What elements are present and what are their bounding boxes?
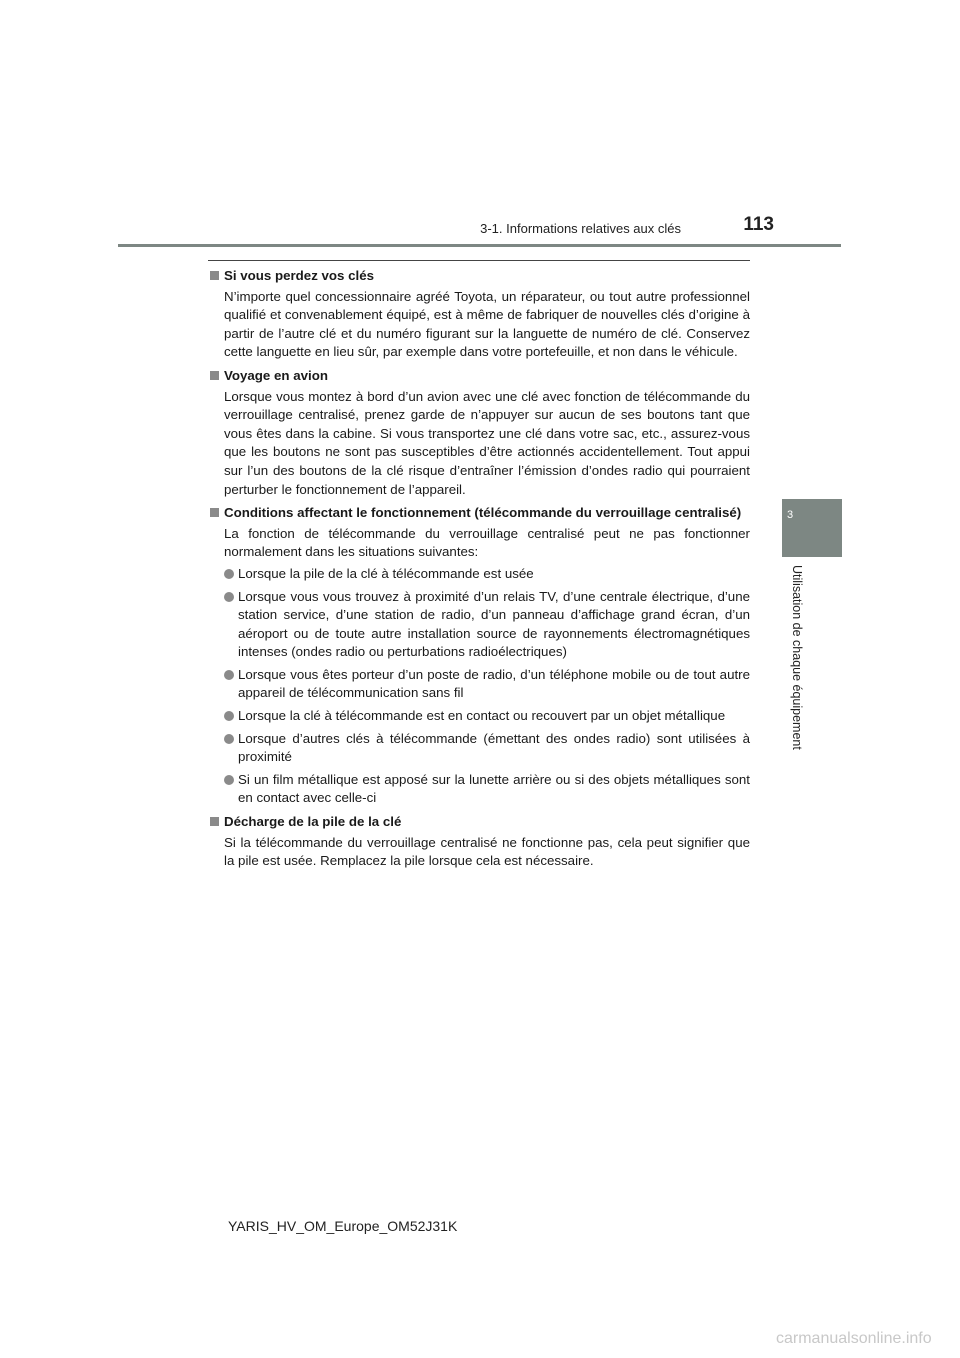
list-item-text: Si un film métallique est apposé sur la lunette arrière ou si des objets métalliques sont en contact avec celle-ci [238, 771, 750, 806]
chapter-side-tab [782, 499, 842, 557]
list-item-text: Lorsque vous êtes porteur d’un poste de radio, d’un téléphone mobile ou de tout autre appareil de télécommunication sans fil [238, 666, 750, 701]
section-paragraph: N’importe quel concessionnaire agréé Toyota, un réparateur, ou tout autre professionnel qualifié et convenablement équipé, est à même de fabriquer de nouvelles clés d’origine à partir de l’autre clé et du numéro figurant sur la languette de numéro de clé. Conservez cette languette en lieu sûr, par exemple dans votre portefeuille, et non dans le véhicule. [224, 288, 750, 360]
circle-bullet-icon [224, 734, 234, 744]
section-lost-keys [209, 267, 750, 362]
list-item-text: Lorsque la clé à télécommande est en contact ou recouvert par un objet métallique [238, 708, 726, 724]
list-item-text: Lorsque la pile de la clé à télécommande est usée [238, 565, 534, 581]
list-item [209, 565, 750, 584]
list-item [209, 666, 750, 703]
square-bullet-icon [210, 508, 219, 517]
section-title [209, 813, 750, 832]
section-battery-discharge [209, 813, 750, 871]
header-section-title: 3-1. Informations relatives aux clés [480, 221, 681, 236]
section-paragraph: Si la télécommande du verrouillage centralisé ne fonctionne pas, cela peut signifier que la pile est usée. Remplacez la pile lorsque cela est nécessaire. [224, 834, 750, 869]
header-rule [118, 244, 841, 247]
page-content [209, 267, 750, 876]
section-title-text: Voyage en avion [224, 367, 328, 383]
circle-bullet-icon [224, 775, 234, 785]
page-number: 113 [743, 214, 774, 235]
square-bullet-icon [210, 371, 219, 380]
section-title [209, 267, 750, 286]
circle-bullet-icon [224, 569, 234, 579]
list-item [209, 707, 750, 726]
square-bullet-icon [210, 271, 219, 280]
content-top-rule [208, 260, 750, 261]
circle-bullet-icon [224, 670, 234, 680]
bullet-list [209, 565, 750, 808]
section-title-text: Conditions affectant le fonctionnement (télécommande du verrouillage centralisé) [224, 505, 742, 521]
list-item [209, 771, 750, 808]
watermark: carmanualsonline.info [776, 1330, 932, 1347]
section-paragraph: La fonction de télécommande du verrouillage centralisé peut ne pas fonctionner normalement dans les situations suivantes: [224, 525, 750, 560]
section-title-text: Si vous perdez vos clés [224, 268, 375, 283]
chapter-side-label: Utilisation de chaque équipement [790, 565, 804, 750]
chapter-number: 3 [786, 509, 794, 521]
section-operating-conditions [209, 504, 750, 808]
footer-document-code: YARIS_HV_OM_Europe_OM52J31K [228, 1218, 458, 1234]
circle-bullet-icon [224, 711, 234, 721]
section-title-text: Décharge de la pile de la clé [224, 814, 402, 830]
section-title [209, 367, 750, 386]
section-air-travel [209, 367, 750, 499]
list-item-text: Lorsque d’autres clés à télécommande (émettant des ondes radio) sont utilisées à proximité [238, 730, 750, 765]
square-bullet-icon [210, 817, 219, 826]
section-paragraph: Lorsque vous montez à bord d’un avion avec une clé avec fonction de télécommande du verrouillage centralisé, prenez garde de n’appuyer sur aucun de ses boutons tant que vous êtes dans la cabine. Si vous transportez une clé dans votre sac, etc., assurez-vous que les boutons ne sont pas susceptibles d’être actionnés accidentellement. Tout appui sur l’un des boutons de la clé risque d’entraîner l’émission d’ondes radio qui pourraient perturber le fonctionnement de l’appareil. [224, 388, 750, 497]
list-item [209, 588, 750, 662]
list-item [209, 730, 750, 767]
circle-bullet-icon [224, 592, 234, 602]
list-item-text: Lorsque vous vous trouvez à proximité d’un relais TV, d’une centrale électrique, d’une station service, d’une station de radio, d’un panneau d’affichage grand écran, d’un aéroport ou de toute autre installation source de rayonnements électromagnétiques intenses (ondes radio ou perturbations radioélectriques) [238, 588, 750, 660]
section-title [209, 504, 750, 523]
